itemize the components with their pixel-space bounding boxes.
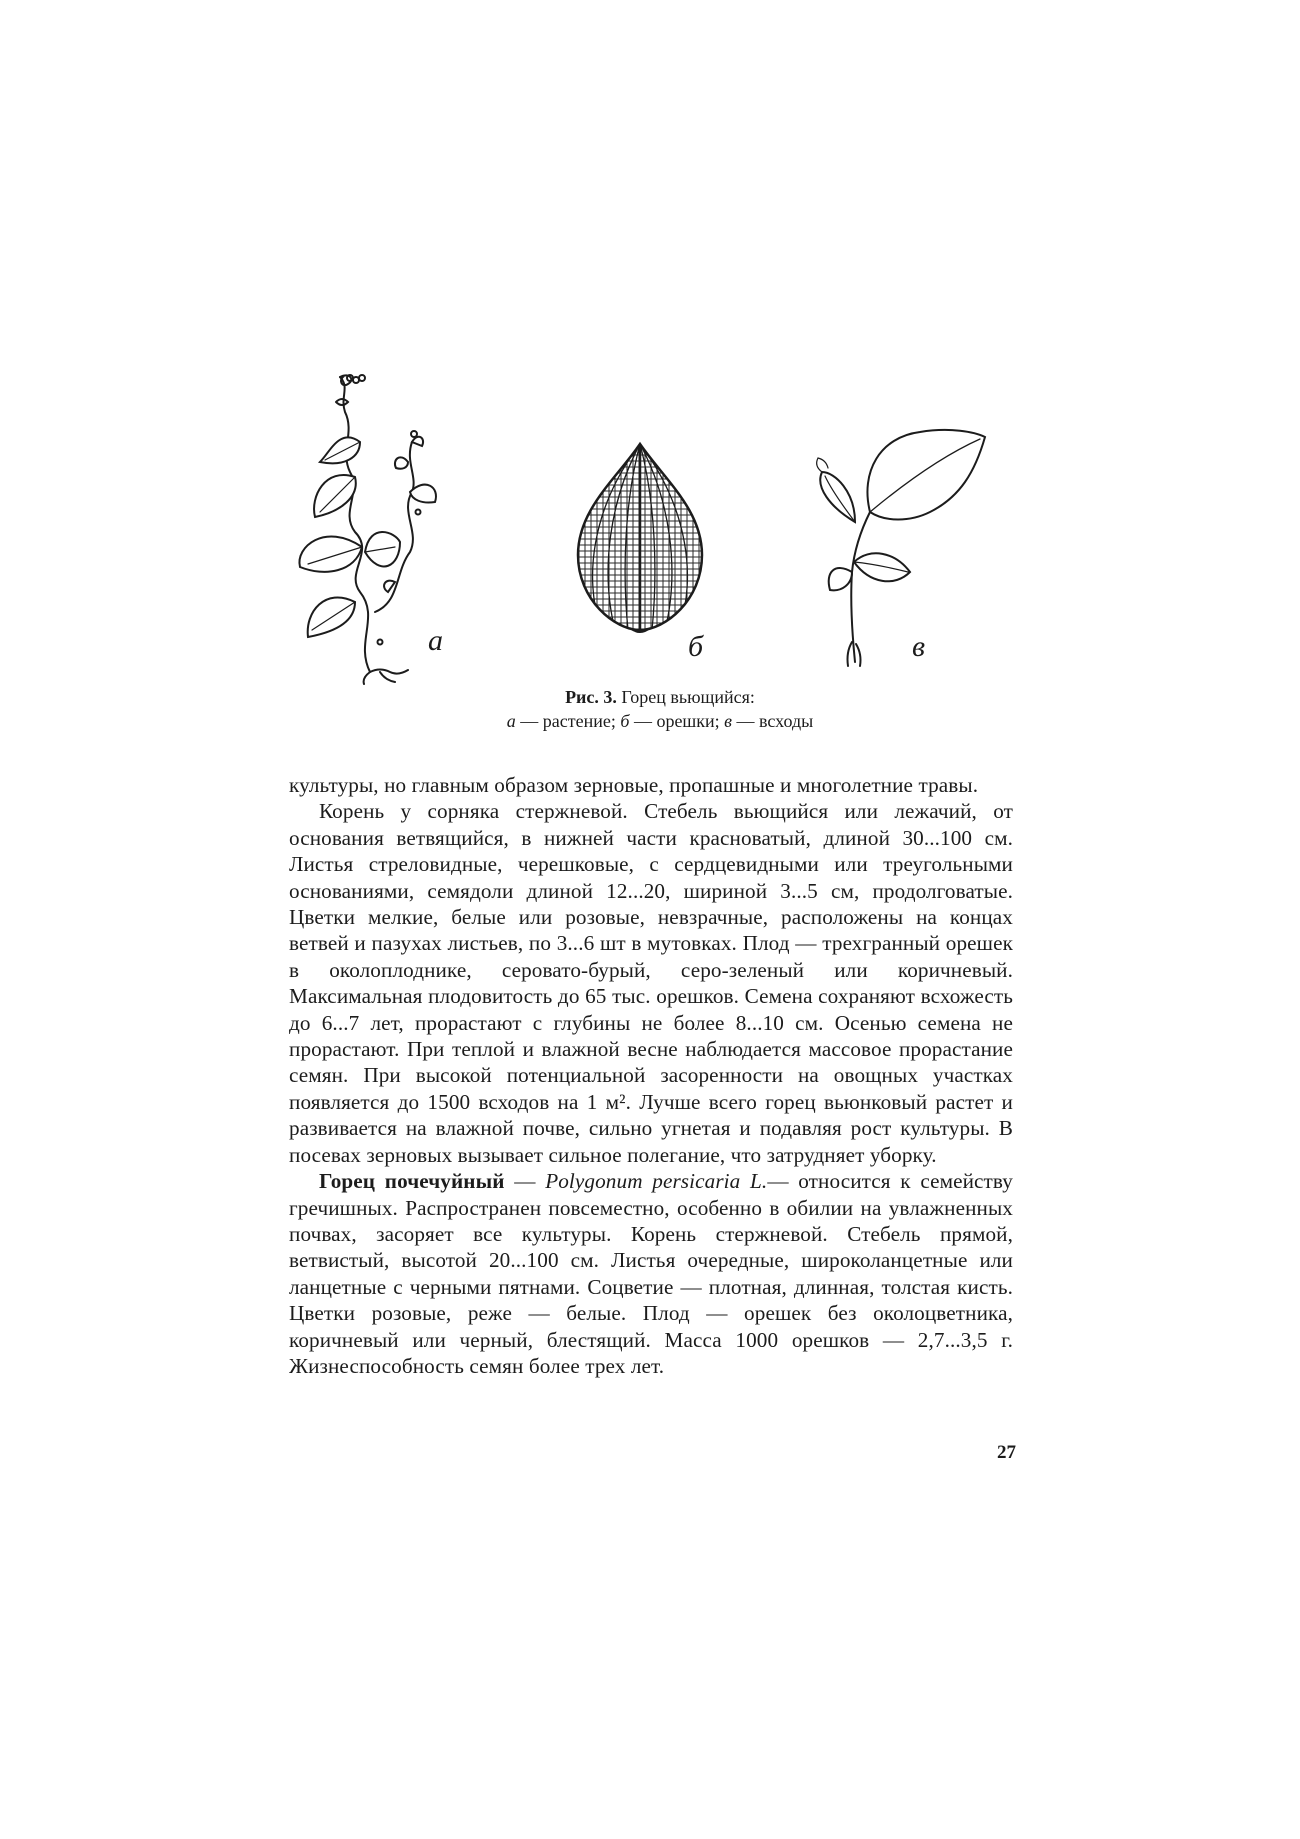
species-description: — относится к семейству гречишных. Распространен повсеместно, особенно в обилии на увлажненных почвах, засоряет все культуры. Корень стержневой. Стебель прямой, ветвистый, высотой 20...100 см. Листья очередные, широколанцетные или ланцетные с черными пятнами. Соцветие — плотная, длинная, толстая кисть. Цветки розовые, реже — белые. Плод — орешек без околоцветника, коричневый или черный, блестящий. Масса 1000 орешков — 2,7...3,5 г. Жизнеспособность семян более трех лет.: [289, 1169, 1013, 1378]
legend-letter-b: б: [620, 711, 630, 731]
paragraph-polygonum-persicaria: [289, 1168, 1013, 1379]
figure-label-v: в: [912, 630, 926, 663]
figure-label-b: б: [688, 630, 704, 663]
species-dash: —: [504, 1169, 546, 1194]
figure-3: [300, 372, 1020, 682]
legend-letter-v: в: [724, 711, 732, 731]
figure-number: Рис. 3.: [565, 687, 617, 707]
seed-illustration: [570, 440, 710, 640]
species-latin-name: Polygonum persicaria L.: [545, 1169, 768, 1194]
figure-caption-title: [300, 684, 1020, 710]
figure-title: Горец вьющийся:: [621, 687, 755, 707]
seedling-illustration: [800, 412, 990, 672]
figure-label-a: а: [428, 624, 443, 657]
page-number: 27: [997, 1442, 1016, 1463]
legend-text-v: — всходы: [732, 711, 814, 731]
figure-caption-legend: [300, 708, 1020, 734]
paragraph-continuation: культуры, но главным образом зерновые, пропашные и многолетние травы.: [289, 773, 979, 797]
body-text: [289, 772, 1013, 1379]
paragraph-root-description: Корень у сорняка стержневой. Стебель вьющийся или лежачий, от основания ветвящийся, в нижней части красноватый, длиной 30...100 см. Листья стреловидные, черешковые, с сердцевидными или треугольными основаниями, семядоли длиной 12...20, шириной 3...5 см, продолговатые. Цветки мелкие, белые или розовые, невзрачные, расположены на концах ветвей и пазухах листьев, по 3...6 шт в мутовках. Плод — трехгранный орешек в околоплоднике, серовато-бурый, серо-зеленый или коричневый. Максимальная плодовитость до 65 тыс. орешков. Семена сохраняют всхожесть до 6...7 лет, прорастают с глубины не более 8...10 см. Осенью семена не прорастают. При теплой и влажной весне наблюдается массовое прорастание семян. При высокой потенциальной засоренности на овощных участках появляется до 1500 всходов на 1 м². Лучше всего горец вьюнковый растет и развивается на влажной почве, сильно угнетая и подавляя рост культуры. В посевах зерновых вызывает сильное полегание, что затрудняет уборку.: [289, 799, 1013, 1167]
legend-letter-a: а: [506, 711, 516, 731]
legend-text-b: — орешки;: [629, 711, 725, 731]
species-name: Горец почечуйный: [319, 1169, 505, 1194]
legend-text-a: — растение;: [515, 711, 621, 731]
